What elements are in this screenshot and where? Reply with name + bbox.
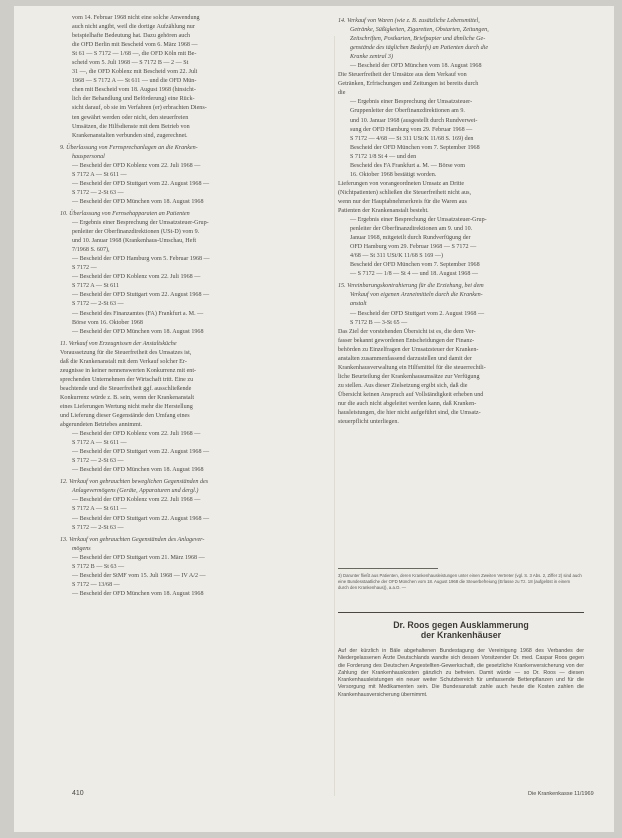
left-column-line: 7/1968 S. 607),: [72, 247, 110, 254]
right-column-line: Kranke zentral 3): [350, 54, 393, 61]
left-column-line: eines Lieferungen Wertung nicht mehr die Herstellung: [60, 403, 193, 410]
left-column-line: — Bescheid der OFD München vom 18. August 1968: [72, 198, 204, 205]
article-body: Auf der kürzlich in Bäle abgehaltenen Bundestagung der Vereinigung 1968 des Verbandes der Niedergelassenen Ärzte Deutschlands wandte sich dessen Vorsitzender Dr. med. Caspar Roos gegen die Forderung des Deutschen Angestellten-Gewerkschaft, die gesetzliche Krankenversicherung von der Zahlung der Krankenhauskosten gänzlich zu befreien. Damit würde — so Dr. Roos — diesen Krankenhausleistungen ein neuer weiter Schutzbereich für umfassende Bettenpflanzen und für die Versorgung mit Medikamenten sein. Die Bundesanstalt zahle auch heute die Kosten zahlen die Krankenhausversicherung übernimmt.: [338, 648, 584, 698]
left-column-line: ten gewährt werden oder nicht, den steuerfreien: [72, 114, 189, 121]
left-column-line: — Bescheid der OFD Koblenz vom 22. Juli 1968 —: [72, 431, 201, 438]
article-title-line1: Dr. Roos gegen Ausklammerung: [393, 620, 529, 630]
left-column-line: mögens: [72, 545, 91, 552]
right-column-line: (Nichtpatienten) schließen die Steuerfreiheit nicht aus,: [338, 189, 471, 196]
left-column-line: — Bescheid der OFD Stuttgart vom 22. August 1968 —: [72, 292, 210, 299]
left-column-line: S 7172 A — St 611 —: [72, 440, 127, 447]
left-column-line: daß die Krankenanstalt mit dem Verkauf solcher Er-: [60, 358, 187, 365]
footnote-rule: [338, 568, 438, 569]
right-column-line: 16. Oktober 1968 bestätigt worden.: [350, 171, 437, 178]
right-column-line: Gruppenleiter der Oberfinanzdirektionen am 9.: [350, 108, 465, 115]
left-column-line: S 7172 — 2-St 63 —: [72, 301, 124, 308]
left-column-line: scheid vom 5. Juli 1968 — S 7172 B — 2 — St: [72, 60, 189, 67]
left-column-line: — Bescheid der OFD München vom 18. August 1968: [72, 328, 204, 335]
left-column-line: 10. Überlassung von Fernsehapparaten an Patienten: [60, 210, 190, 217]
left-column-line: 13. Verkauf von gebrauchten Gegenständen des Anlagever-: [60, 536, 205, 543]
right-column-line: — S 7172 — 1/8 — St 4 — und 18. August 1968 —: [350, 271, 478, 278]
left-column-line: 12. Verkauf von gebrauchten beweglichen Gegenständen des: [60, 479, 209, 486]
left-column-line: und 10. Januar 1968 (Krankenhaus-Umschau, Heft: [72, 238, 197, 245]
right-column-line: zu stellen. Aus dieser Zielsetzung ergibt sich, daß die: [338, 382, 468, 389]
right-column-line: steuerpflicht unterliegen.: [338, 419, 399, 426]
left-column-line: St 61 — S 7172 — 1/68 —, die OFD Köln mit Be-: [72, 51, 197, 58]
left-column-line: 9. Überlassung von Fernsprechanlagen an die Kranken-: [60, 144, 198, 151]
left-column-line: Konkurrenz würde z. B. sein, wenn der Krankenanstalt: [60, 394, 195, 401]
right-column-line: Übersicht keinen Anspruch auf Vollständigkeit erheben und: [338, 391, 484, 398]
right-column-line: — Ergebnis einer Besprechung der Umsatzsteuer-: [350, 99, 473, 106]
article-top-rule: [338, 612, 584, 613]
right-column-line: Bescheid des FA Frankfurt a. M. — Börse vom: [350, 162, 465, 169]
left-column: [60, 14, 300, 599]
right-column-line: Getränke, Süßigkeiten, Zigaretten, Obstarten, Zeitungen,: [350, 27, 489, 34]
right-column-line: 4/68 — St 311 USt/K 11/68 S 169 —): [350, 253, 443, 260]
right-column-line: die: [338, 90, 346, 97]
left-column-line: — Bescheid der OFD Stuttgart vom 22. August 1968 —: [72, 449, 210, 456]
right-column-line: behörden zu Einzelfragen der Umsatzsteuer der Kranken-: [338, 346, 479, 353]
right-column-line: Bescheid der OFD München vom 7. September 1968: [350, 262, 480, 269]
right-column-line: OFD Hamburg vom 29. Februar 1968 — S 7172 —: [350, 244, 477, 251]
right-column-line: anstalt: [350, 301, 367, 308]
left-column-line: hauspersonal: [72, 153, 105, 160]
left-column-line: vom 14. Februar 1968 nicht eine solche Anwendung: [72, 15, 200, 21]
article-title-line2: der Krankenhäuser: [420, 630, 502, 640]
left-column-line: zeugnisse in keiner nennenswerten Konkurrenz mit ent-: [60, 367, 197, 374]
left-column-line: abgerundeten Betriebes annimmt.: [60, 422, 143, 429]
right-column-line: penleiter der Oberfinanzdirektionen am 9. und 10.: [350, 226, 473, 233]
left-column-line: 1968 — S 7172 A — St 611 — und die OFD Mün-: [72, 78, 197, 85]
right-column-line: Getränken, Erfrischungen und Zeitungen ist bereits durch: [338, 81, 479, 88]
left-column-line: S 7172 — 2-St 63 —: [72, 524, 124, 531]
left-column-line: — Bescheid der OFD Stuttgart vom 22. August 1968 —: [72, 515, 210, 522]
right-column-line: Verkauf von eigenen Arzneimitteln durch die Kranken-: [350, 292, 483, 299]
right-column-line: — Ergebnis einer Besprechung der Umsatzsteuer-Grup-: [350, 217, 487, 224]
right-column-line: fasser bekannt gewordenen Entscheidungen der Finanz-: [338, 337, 475, 344]
left-column-line: — Bescheid des Finanzamtes (FA) Frankfurt a. M. —: [72, 310, 204, 317]
left-column-line: — Bescheid der OFD München vom 18. August 1968: [72, 467, 204, 474]
left-column-line: S 7172 B — St 63 —: [72, 563, 125, 570]
left-column-line: 31 —, die OFD Koblenz mit Bescheid vom 22. Juli: [72, 69, 198, 76]
left-column-line: — Bescheid der OFD Koblenz vom 22. Juli 1968 —: [72, 274, 201, 281]
left-column-line: S 7172 — 2-St 63 —: [72, 458, 124, 465]
left-column-line: chen mit Bescheid vom 18. August 1968 (hinsicht-: [72, 87, 196, 94]
left-column-line: — Bescheid der OFD Koblenz vom 22. Juli 1968 —: [72, 497, 201, 504]
left-column-line: sprechenden Unternehmen der Wirtschaft tritt. Eine zu: [60, 376, 194, 383]
right-column-line: Lieferungen von vorangeordneten Umsatz an Dritte: [338, 180, 465, 187]
right-column: [338, 14, 582, 427]
left-column-line: 11. Verkauf von Erzeugnissen der Anstaltsküche: [60, 340, 177, 347]
left-column-line: beachtende und die Steuerfreiheit ggf. ausschließende: [60, 385, 192, 392]
left-column-line: — Bescheid der OFD Koblenz vom 22. Juli 1968 —: [72, 162, 201, 169]
left-column-line: und Lieferung dieser Gegenstände den Umfang eines: [60, 413, 190, 420]
right-column-line: S 7172 1/8 St 4 — und den: [350, 153, 417, 160]
left-column-line: penleiter der Oberfinanzdirektionen (USt-D) vom 9.: [72, 229, 200, 236]
right-column-line: sung der OFD Hamburg vom 29. Februar 1968 —: [350, 126, 473, 133]
article-box: [338, 612, 584, 699]
left-column-line: — Bescheid der OFD Hamburg vom 5. Februar 1968 —: [72, 256, 210, 263]
left-column-line: — Bescheid der OFD Stuttgart vom 21. März 1968 —: [72, 554, 205, 561]
right-column-line: S 7172 B — 3-St 65 —: [350, 319, 408, 326]
right-column-line: — Bescheid der OFD Stuttgart vom 2. August 1968 —: [350, 310, 485, 317]
left-column-line: S 7172 A — St 611 —: [72, 171, 127, 178]
left-column-line: auch nicht angibt, weil die dortige Aufzählung nur: [72, 24, 195, 31]
right-column-line: und 10. Januar 1968 (ausgestellt durch Rundverwei-: [350, 117, 478, 124]
left-column-line: die OFD Berlin mit Bescheid vom 6. März 1968 —: [72, 42, 198, 49]
journal-name: Die Krankenkasse 11/1969: [528, 791, 594, 797]
right-column-line: 15. Vereinbarungskontrahierung für die Erziehung, bei dem: [338, 283, 484, 290]
left-column-line: Umsätzen, die Hilfsdienste mit dem Betrieb von: [72, 123, 190, 130]
right-column-line: Krankenhausverwaltung ein Hilfsmittel für die steuerrechtli-: [338, 364, 486, 371]
left-column-line: beispielhafte Bedeutung hat. Dazu gehören auch: [72, 33, 191, 40]
left-column-line: — Ergebnis einer Besprechung der Umsatzsteuer-Grup-: [72, 220, 209, 227]
left-column-line: lich der Behandlung und Beförderung) eine Rück-: [72, 96, 195, 103]
right-column-line: nur die auch nicht abgeleitet werden kann, daß Kranken-: [338, 400, 477, 407]
right-column-line: 14. Verkauf von Waren (wie z. B. zusätzliche Lebensmittel,: [338, 18, 480, 24]
right-column-line: — Bescheid der OFD München vom 18. August 1968: [350, 63, 482, 70]
page-number: 410: [72, 790, 84, 797]
left-column-line: Börse vom 16. Oktober 1968: [72, 319, 143, 326]
left-column-line: S 7172 A — St 611 —: [72, 506, 127, 513]
left-column-line: S 7172 — 13/68 —: [72, 581, 120, 588]
left-column-line: sicht darauf, ob sie im Verfahren (er) erbrachten Diens-: [72, 105, 207, 112]
right-column-line: Das Ziel der vorstehenden Übersicht ist es, die dem Ver-: [338, 328, 476, 335]
left-column-line: S 7172 A — St 611: [72, 283, 120, 290]
right-column-line: anstalten zusammenfassend darzustellen und damit der: [338, 355, 472, 362]
right-column-line: genstände des täglichen Bedarfs) an Patienten durch die: [350, 45, 489, 52]
left-column-line: S 7172 —: [72, 265, 97, 272]
page-fold: [334, 36, 335, 796]
right-column-line: liche Beurteilung der Krankenhausumsätze zur Verfügung: [338, 373, 480, 380]
left-column-line: — Bescheid der StMF vom 15. Juli 1968 — IV A/2 —: [72, 572, 206, 579]
left-column-line: — Bescheid der OFD Stuttgart vom 22. August 1968 —: [72, 180, 210, 187]
left-column-line: S 7172 — 2-St 63 —: [72, 189, 124, 196]
footnote: 3) Darunter fließt aus Patienten, deren Krankenhausleistungen unter einen Zweiten Vertreter (vgl. S. 3 Abs. 2, Ziffer 2) sind auch eine Bundesstaatliche der OFD München vom 18. August 1968 die Steuerbefreiung (Erlasse zu Tz. 18 (aufgelöst in einem durch den Krankenhaus)), a.a.O. —: [338, 573, 582, 590]
right-column-line: hausleistungen, die hier nicht aufgeführt sind, die Umsatz-: [338, 410, 481, 417]
right-column-line: Die Steuerfreiheit der Umsätze aus dem Verkauf von: [338, 72, 467, 79]
left-column-line: Voraussetzung für die Steuerfreiheit des Umsatzes ist,: [60, 349, 192, 356]
right-column-line: Zeitschriften, Postkarten, Briefpapier und ähnliche Ge-: [350, 36, 486, 43]
right-column-line: wenn nur der Hauptabnehmerkreis für die Waren aus: [338, 198, 467, 205]
left-column-line: Krankenanstalten verbunden sind, zugerechnet.: [72, 132, 188, 139]
right-column-line: Bescheid der OFD München vom 7. September 1968: [350, 144, 480, 151]
left-column-line: Anlagevermögens (Geräte, Apparaturen und dergl.): [72, 488, 199, 495]
right-column-line: S 7172 — 4/68 — St 311 USt/K 11/68 S. 169) den: [350, 135, 474, 142]
right-column-line: Januar 1968, mitgeteilt durch Rundverfügung der: [350, 235, 471, 242]
left-column-line: — Bescheid der OFD München vom 18. August 1968: [72, 590, 204, 597]
right-column-line: Patienten der Krankenanstalt besteht.: [338, 207, 429, 214]
